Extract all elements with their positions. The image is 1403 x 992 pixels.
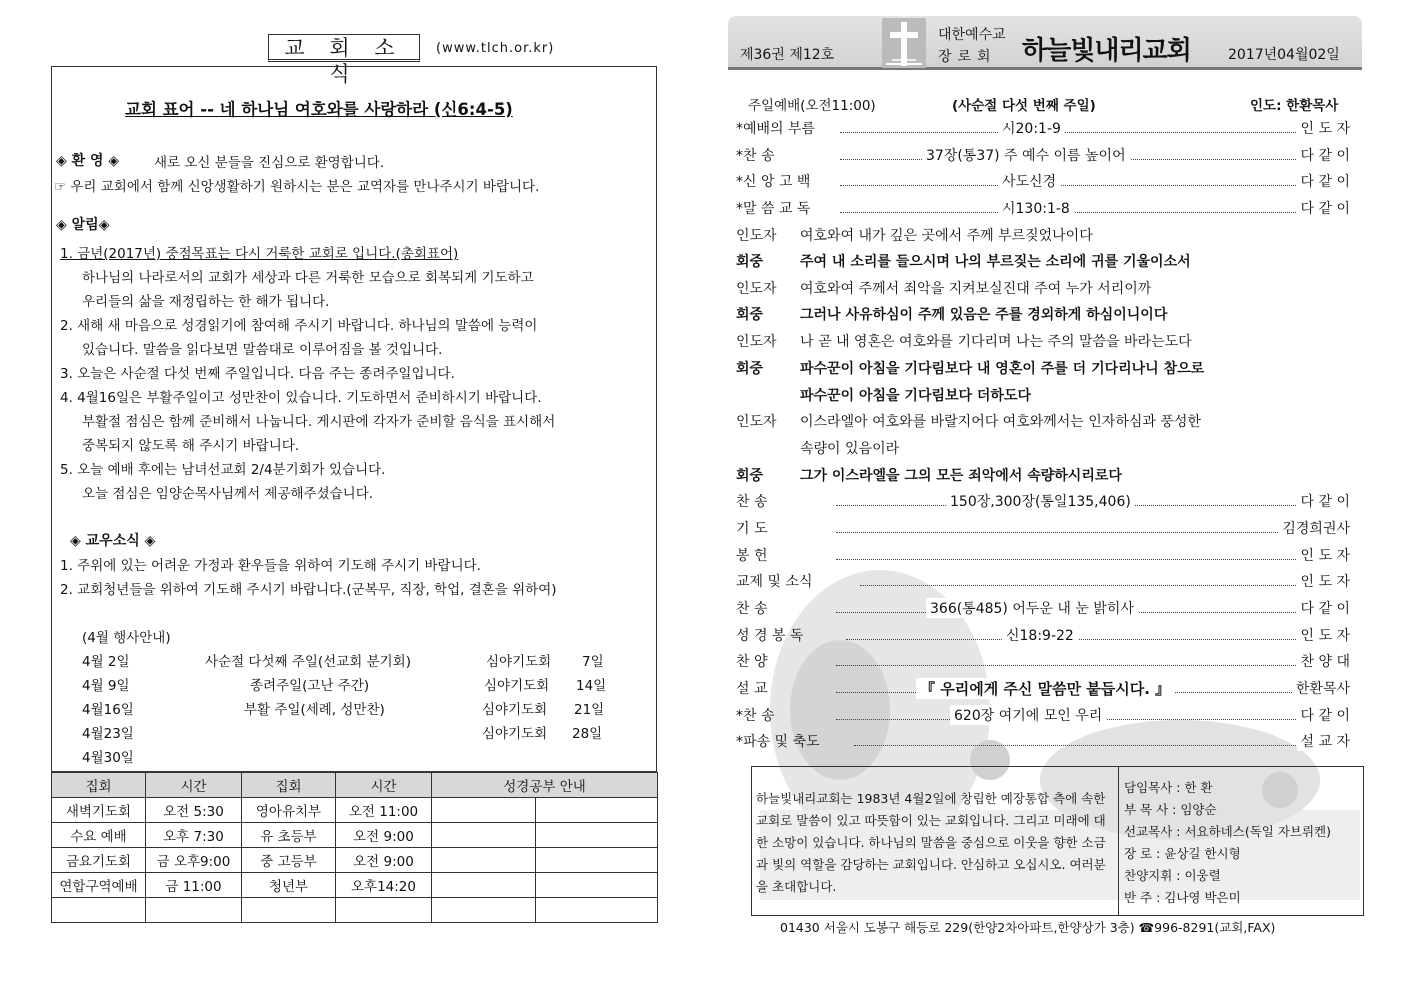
- schedule-cell: 오후14:20: [336, 873, 432, 898]
- notice-line: 하나님의 나라로서의 교회가 세상과 다른 거룩한 모습으로 회복되게 기도하고: [82, 270, 534, 286]
- order-label: 찬 송: [736, 494, 768, 510]
- order-leader: 설 교 자: [1297, 731, 1350, 751]
- staff-entry: 부 목 사 : 임양순: [1124, 802, 1217, 817]
- order-leader: 다 같 이: [1297, 598, 1350, 618]
- responsive-text: 주여 내 소리를 들으시며 나의 부르짖는 소리에 귀를 기울이소서: [800, 254, 1191, 270]
- april-date: 4월30일: [82, 750, 134, 766]
- responsive-speaker: 회중: [736, 468, 764, 484]
- staff-entry: 선교목사 : 서요하네스(독일 자브뤼켄): [1124, 824, 1332, 839]
- church-cross-logo-icon: [882, 18, 926, 68]
- welcome-header: ◈ 환 영 ◈: [56, 153, 120, 169]
- order-label: 성 경 봉 독: [736, 628, 804, 644]
- order-label: 찬 양: [736, 654, 768, 670]
- april-date: 4월 9일: [82, 678, 130, 694]
- responsive-speaker: 회중: [736, 307, 764, 323]
- order-item: [736, 545, 1350, 567]
- responsive-text: 그러나 사유하심이 주께 있음은 주를 경외하게 하심이니이다: [800, 307, 1168, 323]
- church-introduction: 하늘빛내리교회는 1983년 4월2일에 창립한 예장통합 측에 속한 교회로 말씀이 있고 따뜻함이 있는 교회입니다. 그리고 미래에 대한 소망이 있습니다. 하나님의 말씀을 중심으로 이웃을 향한 소금과 빛의 역할을 감당하는 교회입니다. 안심하고 오십시오. 여러분을 초대합니다.: [756, 791, 1106, 894]
- order-item: [736, 598, 1350, 620]
- april-date: 4월16일: [82, 702, 134, 718]
- schedule-cell: 금요기도회: [52, 848, 146, 873]
- responsive-text: 그가 이스라엘을 그의 모든 죄악에서 속량하시리로다: [800, 468, 1122, 484]
- service-time: 주일예배(오전11:00): [748, 98, 876, 114]
- april-date: 4월23일: [82, 726, 134, 742]
- order-leader: 찬 양 대: [1297, 651, 1350, 671]
- notice-header: ◈ 알림◈: [56, 217, 110, 233]
- order-item: [736, 651, 1350, 673]
- april-prayer: 심야기도회: [484, 678, 550, 694]
- notice-line: 부활절 점심은 함께 준비해서 나눕니다. 게시판에 각자가 준비할 음식을 표시해서: [82, 414, 556, 430]
- order-content: 신18:9-22: [1002, 625, 1078, 645]
- order-item: [736, 571, 1350, 593]
- order-item: [736, 491, 1350, 513]
- schedule-header: 시간: [146, 773, 242, 798]
- denomination-line1: 대한예수교: [938, 27, 1006, 43]
- welcome-text: 새로 오신 분들을 진심으로 환영합니다.: [154, 155, 385, 171]
- schedule-cell: [336, 898, 432, 923]
- notice-line: 오늘 점심은 임양순목사님께서 제공해주셨습니다.: [82, 486, 374, 502]
- responsive-speaker: 인도자: [736, 281, 777, 297]
- table-row: [52, 823, 658, 848]
- order-item: [736, 731, 1350, 753]
- info-divider: [1118, 766, 1119, 916]
- member-news-line: 2. 교회청년들을 위하여 기도해 주시기 바랍니다.(군복무, 직장, 학업, 결혼을 위하여): [60, 582, 557, 598]
- april-prayer: 심야기도회: [482, 702, 548, 718]
- study-cell: [432, 798, 536, 823]
- bulletin-date: 2017년04월02일: [1228, 47, 1340, 63]
- responsive-text: 파수꾼이 아침을 기다림보다 더하도다: [800, 388, 1032, 404]
- notice-line: 4. 4월16일은 부활주일이고 성만찬이 있습니다. 기도하면서 준비하시기 바랍니다.: [60, 390, 542, 406]
- order-content: 150장,300장(통일135,406): [946, 491, 1135, 511]
- order-leader: 다 같 이: [1297, 145, 1350, 165]
- order-label: *찬 송: [736, 148, 775, 164]
- order-item: [736, 625, 1350, 647]
- news-section-title: 교 회 소 식: [268, 34, 420, 62]
- order-item: [736, 678, 1350, 700]
- order-content: 사도신경: [998, 171, 1060, 191]
- april-prayer: 심야기도회: [482, 726, 548, 742]
- order-label: 교제 및 소식: [736, 574, 813, 590]
- responsive-text: 파수꾼이 아침을 기다림보다 내 영혼이 주를 더 기다리나니 참으로: [800, 361, 1205, 377]
- responsive-text: 여호와여 주께서 죄악을 지켜보실진대 주여 누가 서리이까: [800, 281, 1152, 297]
- schedule-header: 집회: [52, 773, 146, 798]
- schedule-cell: [146, 898, 242, 923]
- study-cell: [536, 898, 658, 923]
- table-row: [52, 873, 658, 898]
- order-content: 37장(통37) 주 예수 이름 높이어: [922, 145, 1130, 165]
- responsive-speaker: 인도자: [736, 228, 777, 244]
- order-leader: 다 같 이: [1297, 171, 1350, 191]
- order-content: 시130:1-8: [998, 198, 1074, 218]
- order-label: *예배의 부름: [736, 121, 816, 137]
- study-cell: [432, 898, 536, 923]
- april-event: 사순절 다섯째 주일(선교회 분기회): [205, 654, 411, 670]
- responsive-speaker: 인도자: [736, 334, 777, 350]
- table-row: [52, 798, 658, 823]
- table-row: [52, 848, 658, 873]
- april-event: 종려주일(고난 주간): [250, 678, 370, 694]
- schedule-cell: 오전 9:00: [336, 823, 432, 848]
- order-label: *파송 및 축도: [736, 734, 820, 750]
- april-date: 4월 2일: [82, 654, 130, 670]
- table-row: [52, 898, 658, 923]
- schedule-header: 집회: [242, 773, 336, 798]
- schedule-cell: 금 오후9:00: [146, 848, 242, 873]
- study-cell: [536, 823, 658, 848]
- study-cell: [536, 798, 658, 823]
- study-cell: [432, 823, 536, 848]
- schedule-cell: 금 11:00: [146, 873, 242, 898]
- schedule-cell: 오후 7:30: [146, 823, 242, 848]
- schedule-cell: 연합구역예배: [52, 873, 146, 898]
- responsive-text: 여호와여 내가 깊은 곳에서 주께 부르짖었나이다: [800, 228, 1093, 244]
- sermon-title: 『 우리에게 주신 말씀만 붙듭시다. 』: [916, 678, 1174, 699]
- order-leader: 인 도 자: [1297, 545, 1350, 565]
- april-header: (4월 행사안내): [82, 630, 171, 646]
- staff-entry: 담임목사 : 한 환: [1124, 780, 1213, 795]
- order-label: 찬 송: [736, 601, 768, 617]
- volume-number: 제36권 제12호: [740, 47, 835, 63]
- notice-line: 중복되지 않도록 해 주시기 바랍니다.: [82, 438, 300, 454]
- schedule-cell: 중 고등부: [242, 848, 336, 873]
- schedule-cell: [52, 898, 146, 923]
- schedule-cell: 오전 9:00: [336, 848, 432, 873]
- schedule-cell: 유 초등부: [242, 823, 336, 848]
- study-cell: [536, 873, 658, 898]
- april-prayer-day: 28일: [572, 726, 603, 742]
- church-motto: 교회 표어 -- 네 하나님 여호와를 사랑하라 (신6:4-5): [125, 100, 513, 119]
- order-leader: 인 도 자: [1297, 571, 1350, 591]
- schedule-cell: 오전 5:30: [146, 798, 242, 823]
- order-leader: 인 도 자: [1297, 118, 1350, 138]
- responsive-speaker: 회중: [736, 254, 764, 270]
- schedule-cell: 청년부: [242, 873, 336, 898]
- responsive-text: 나 곧 내 영혼은 여호와를 기다리며 나는 주의 말씀을 바라는도다: [800, 334, 1192, 350]
- april-prayer: 심야기도회: [486, 654, 552, 670]
- notice-line: 5. 오늘 예배 후에는 남녀선교회 2/4분기회가 있습니다.: [60, 462, 386, 478]
- study-cell: [536, 848, 658, 873]
- notice-line: 1. 금년(2017년) 중점목표는 다시 거룩한 교회로 입니다.(총회표어): [60, 246, 459, 262]
- order-leader: 인 도 자: [1297, 625, 1350, 645]
- staff-entry: 찬양지휘 : 이웅렬: [1124, 868, 1221, 883]
- study-cell: [432, 873, 536, 898]
- notice-line: 있습니다. 말씀을 읽다보면 말씀대로 이루어짐을 볼 것입니다.: [82, 342, 443, 358]
- denomination-line2: 장로회: [938, 49, 997, 65]
- study-cell: [432, 848, 536, 873]
- order-leader: 다 같 이: [1297, 198, 1350, 218]
- april-prayer-day: 7일: [582, 654, 604, 670]
- church-name: 하늘빛내리교회: [1022, 36, 1191, 66]
- order-label: *말 씀 교 독: [736, 201, 811, 217]
- order-content: 366(통485) 어두운 내 눈 밝히사: [926, 598, 1138, 618]
- schedule-table: [51, 772, 658, 923]
- order-item: [736, 145, 1350, 167]
- schedule-header: 성경공부 안내: [432, 773, 658, 798]
- april-prayer-day: 21일: [574, 702, 605, 718]
- order-item: [736, 198, 1350, 220]
- schedule-cell: 오전 11:00: [336, 798, 432, 823]
- notice-line: 2. 새해 새 마음으로 성경읽기에 참여해 주시기 바랍니다. 하나님의 말씀에 능력이: [60, 318, 538, 334]
- service-title: (사순절 다섯 번째 주일): [952, 98, 1096, 114]
- notice-line: 우리들의 삶을 재정립하는 한 해가 됩니다.: [82, 294, 330, 310]
- member-news-line: 1. 주위에 있는 어려운 가정과 환우들을 위하여 기도해 주시기 바랍니다.: [60, 558, 481, 574]
- order-leader: 다 같 이: [1297, 491, 1350, 511]
- notice-line: 3. 오늘은 사순절 다섯 번째 주일입니다. 다음 주는 종려주일입니다.: [60, 366, 455, 382]
- church-url[interactable]: (www.tlch.or.kr): [436, 41, 555, 56]
- schedule-header: 시간: [336, 773, 432, 798]
- order-label: 봉 헌: [736, 548, 768, 564]
- order-leader: 다 같 이: [1297, 705, 1350, 725]
- order-label: *신 앙 고 백: [736, 174, 811, 190]
- responsive-speaker: 인도자: [736, 414, 777, 430]
- april-prayer-day: 14일: [576, 678, 607, 694]
- order-item: [736, 171, 1350, 193]
- order-label: *찬 송: [736, 708, 775, 724]
- order-leader: 한환목사: [1292, 678, 1350, 698]
- member-news-header: ◈ 교우소식 ◈: [70, 533, 156, 549]
- order-item: [736, 518, 1350, 540]
- schedule-cell: 영아유치부: [242, 798, 336, 823]
- responsive-text: 속량이 있음이라: [800, 441, 900, 457]
- church-address: 01430 서울시 도봉구 해등로 229(한양2차아파트,한양상가 3층) ☎996-8291(교회,FAX): [780, 920, 1276, 935]
- responsive-text: 이스라엘아 여호와를 바랄지어다 여호와께서는 인자하심과 풍성한: [800, 414, 1201, 430]
- responsive-speaker: 회중: [736, 361, 764, 377]
- april-event: 부활 주일(세례, 성만찬): [244, 702, 385, 718]
- order-leader: 김경희권사: [1278, 518, 1350, 538]
- schedule-header-row: [52, 773, 658, 798]
- order-content: 시20:1-9: [998, 118, 1065, 138]
- order-content: 620장 여기에 모인 우리: [950, 705, 1106, 725]
- order-item: [736, 705, 1350, 727]
- schedule-cell: 수요 예배: [52, 823, 146, 848]
- service-leader: 인도: 한환목사: [1250, 98, 1339, 114]
- order-label: 설 교: [736, 681, 768, 697]
- order-label: 기 도: [736, 521, 768, 537]
- schedule-cell: [242, 898, 336, 923]
- schedule-cell: 새벽기도회: [52, 798, 146, 823]
- order-item: [736, 118, 1350, 140]
- welcome-note: ☞ 우리 교회에서 함께 신앙생활하기 원하시는 분은 교역자를 만나주시기 바랍니다.: [54, 179, 540, 195]
- staff-entry: 반 주 : 김나영 박은미: [1124, 890, 1241, 905]
- staff-entry: 장 로 : 윤상길 한시형: [1124, 846, 1241, 861]
